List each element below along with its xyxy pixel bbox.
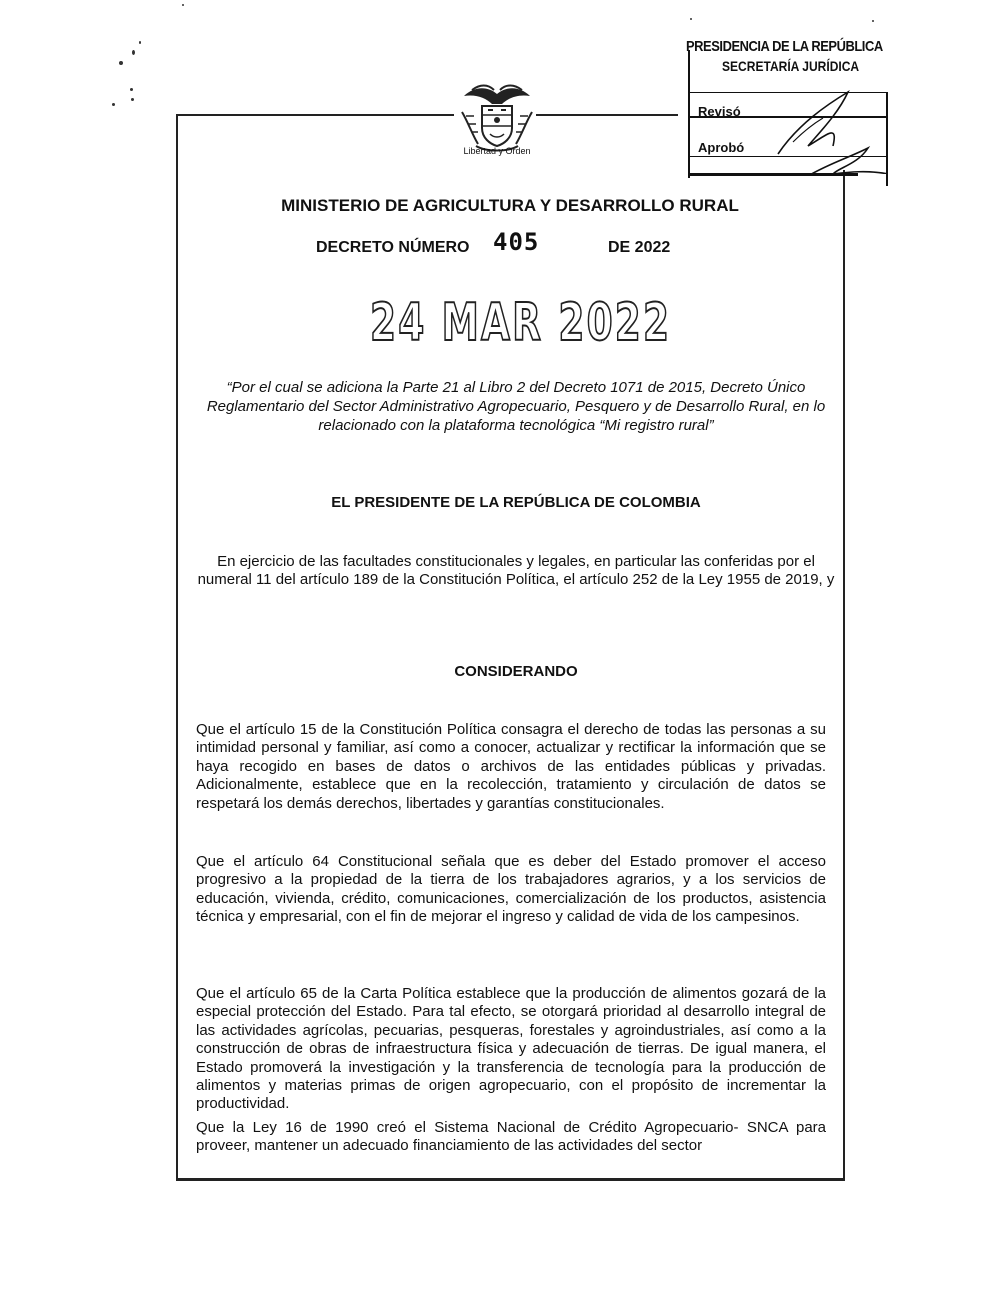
emblem-motto: Libertad y Orden — [463, 146, 531, 156]
decree-number: 405 — [493, 228, 540, 256]
decree-label: DECRETO NÚMERO — [316, 239, 470, 256]
date-stamp: 24 MAR 2022 — [370, 293, 672, 353]
frame-left-border — [176, 114, 178, 1179]
decree-title: “Por el cual se adiciona la Parte 21 al Libro 2 del Decreto 1071 de 2015, Decreto Único Reglamentario del Sector Administrativo Agropecuario, Pesquero y de Desarrollo Rural, en lo relacionado con la plataforma tecnológica “Mi registro rural” — [206, 379, 826, 434]
handwritten-signature-icon — [738, 84, 888, 174]
decree-year: DE 2022 — [608, 239, 671, 256]
review-stamp — [678, 28, 898, 178]
frame-bottom-border — [176, 1178, 845, 1181]
frame-right-border — [843, 170, 845, 1179]
considerando-paragraph: Que el artículo 64 Constitucional señala que es deber del Estado promover el acceso progresivo a la propiedad de la tierra de los trabajadores agrarios, y a los servicios de educación, vivienda, crédito, comunicaciones, comercialización de los productos, asistencia técnica y empresarial, con el fin de mejorar el ingreso y calidad de vida de los campesinos. — [196, 853, 826, 926]
stamp-left-rule — [688, 50, 690, 178]
considerando-paragraph: Que el artículo 65 de la Carta Política establece que la producción de alimentos gozará de la especial protección del Estado. Para tal efecto, se otorgará prioridad al desarrollo integral de las actividades agrícolas, pecuarias, pesqueras, forestales y agroindustriales, así como a la construcción de obras de infraestructura física y adecuación de tierras. De igual manera, el Estado promoverá la investigación y la transferencia de tecnología para la producción de alimentos y materias primas de origen agropecuario, con el propósito de incrementar la productividad. — [196, 985, 826, 1113]
stamp-reviso-label: Revisó — [698, 104, 741, 119]
stamp-department: SECRETARÍA JURÍDICA — [722, 58, 860, 74]
president-heading: EL PRESIDENTE DE LA REPÚBLICA DE COLOMBIA — [331, 494, 701, 511]
frame-top-border-left — [176, 114, 454, 116]
considerando-paragraph: Que la Ley 16 de 1990 creó el Sistema Nacional de Crédito Agropecuario- SNCA para proveer, mantener un adecuado financiamiento de las actividades del sector — [196, 1119, 826, 1155]
considerando-paragraph: Que el artículo 15 de la Constitución Política consagra el derecho de todas las personas a su intimidad personal y familiar, así como a conocer, actualizar y rectificar la información que se haya recogido en bases de datos o archivos de las entidades públicas y privadas. Adicionalmente, establece que en la recolección, tratamiento y circulación de datos se respetará los demás derechos, libertades y garantías constitucionales. — [196, 721, 826, 812]
ministry-name: MINISTERIO DE AGRICULTURA Y DESARROLLO RURAL — [281, 196, 739, 215]
stamp-office: PRESIDENCIA DE LA REPÚBLICA — [686, 38, 883, 55]
considerando-heading: CONSIDERANDO — [454, 663, 578, 680]
faculties-paragraph: En ejercicio de las facultades constitucionales y legales, en particular las conferidas por el numeral 11 del artículo 189 de la Constitución Política, el artículo 252 de la Ley 1955 de 2019, y — [197, 553, 835, 588]
frame-top-border-right — [536, 114, 678, 116]
stamp-aprobo-label: Aprobó — [698, 140, 745, 155]
